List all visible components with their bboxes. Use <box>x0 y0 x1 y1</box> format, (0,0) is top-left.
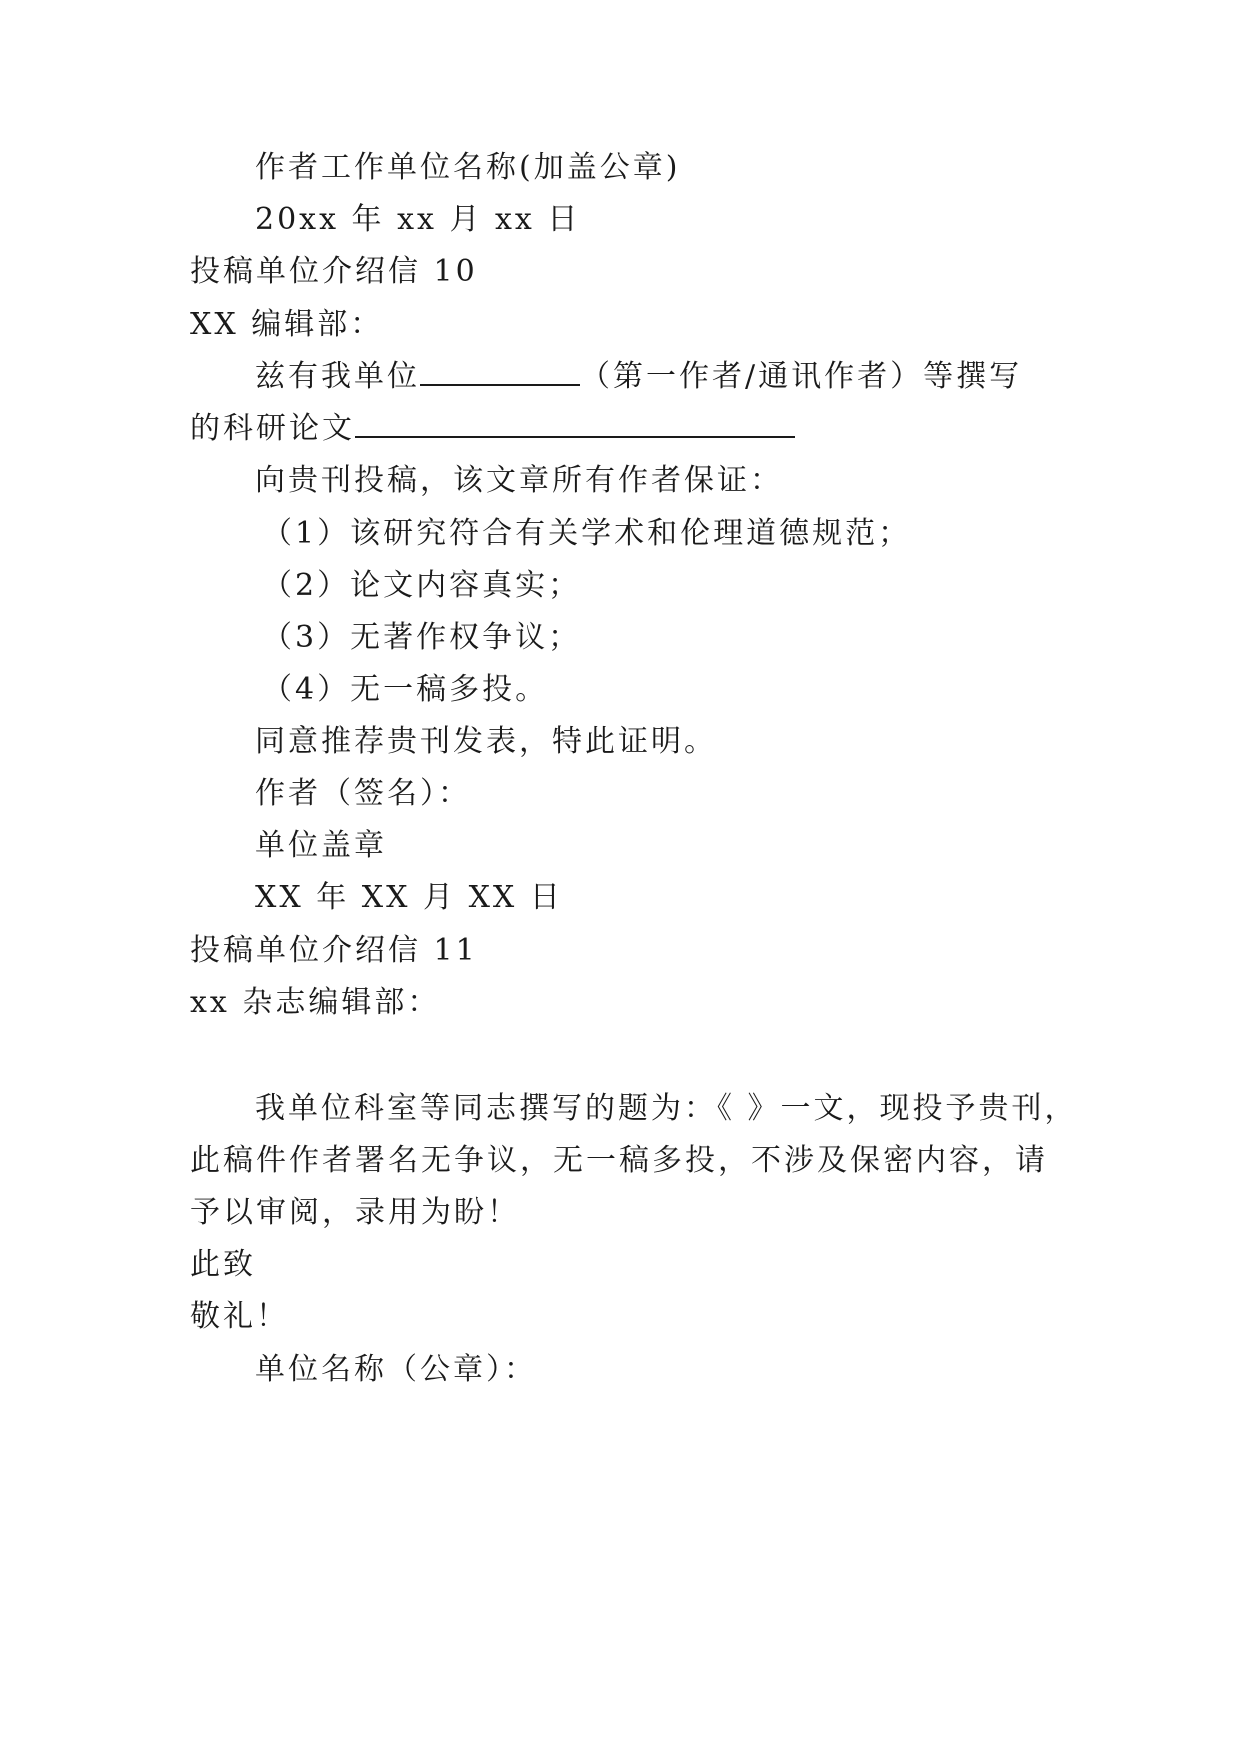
closing-jing-li: 敬礼！ <box>190 1299 289 1334</box>
letter-10-body-line-2 <box>190 409 795 449</box>
letter-10-salutation: XX 编辑部： <box>190 307 384 342</box>
letter-11-heading: 投稿单位介绍信 11 <box>190 933 478 968</box>
body-prefix: 兹有我单位 <box>255 359 420 394</box>
guarantee-item-3: （3）无著作权争议； <box>262 620 582 655</box>
letter-11-body-line-2: 此稿件作者署名无争议，无一稿多投，不涉及保密内容，请 <box>190 1143 1048 1178</box>
author-name-blank <box>420 358 580 386</box>
body-middle: （第一作者/通讯作者）等撰写 <box>580 359 1023 394</box>
recommend-line: 同意推荐贵刊发表，特此证明。 <box>255 724 717 759</box>
guarantee-item-2: （2）论文内容真实； <box>262 568 582 603</box>
unit-name-seal-line: 作者工作单位名称(加盖公章) <box>255 150 681 185</box>
letter-10-date: XX 年 XX 月 XX 日 <box>255 880 563 915</box>
unit-name-seal: 单位名称（公章）： <box>255 1352 537 1387</box>
letter-10-body-line-3: 向贵刊投稿，该文章所有作者保证： <box>255 463 783 498</box>
guarantee-item-1: （1）该研究符合有关学术和伦理道德规范； <box>262 516 912 551</box>
guarantee-item-4: （4）无一稿多投。 <box>262 672 549 707</box>
author-signature-line: 作者（签名）： <box>255 776 471 811</box>
letter-11-salutation: xx 杂志编辑部： <box>190 985 441 1020</box>
body-line2-prefix: 的科研论文 <box>190 411 355 446</box>
paper-title-blank <box>355 410 795 438</box>
letter-10-heading: 投稿单位介绍信 10 <box>190 254 478 289</box>
letter-11-body-line-3: 予以审阅，录用为盼！ <box>190 1195 520 1230</box>
closing-ci-zhi: 此致 <box>190 1247 256 1282</box>
date-line: 20xx 年 xx 月 xx 日 <box>255 202 581 237</box>
letter-11-body-line-1: 我单位科室等同志撰写的题为：《 》一文，现投予贵刊， <box>255 1091 1078 1126</box>
letter-10-body-line-1 <box>255 357 1022 397</box>
unit-seal-line: 单位盖章 <box>255 828 387 863</box>
